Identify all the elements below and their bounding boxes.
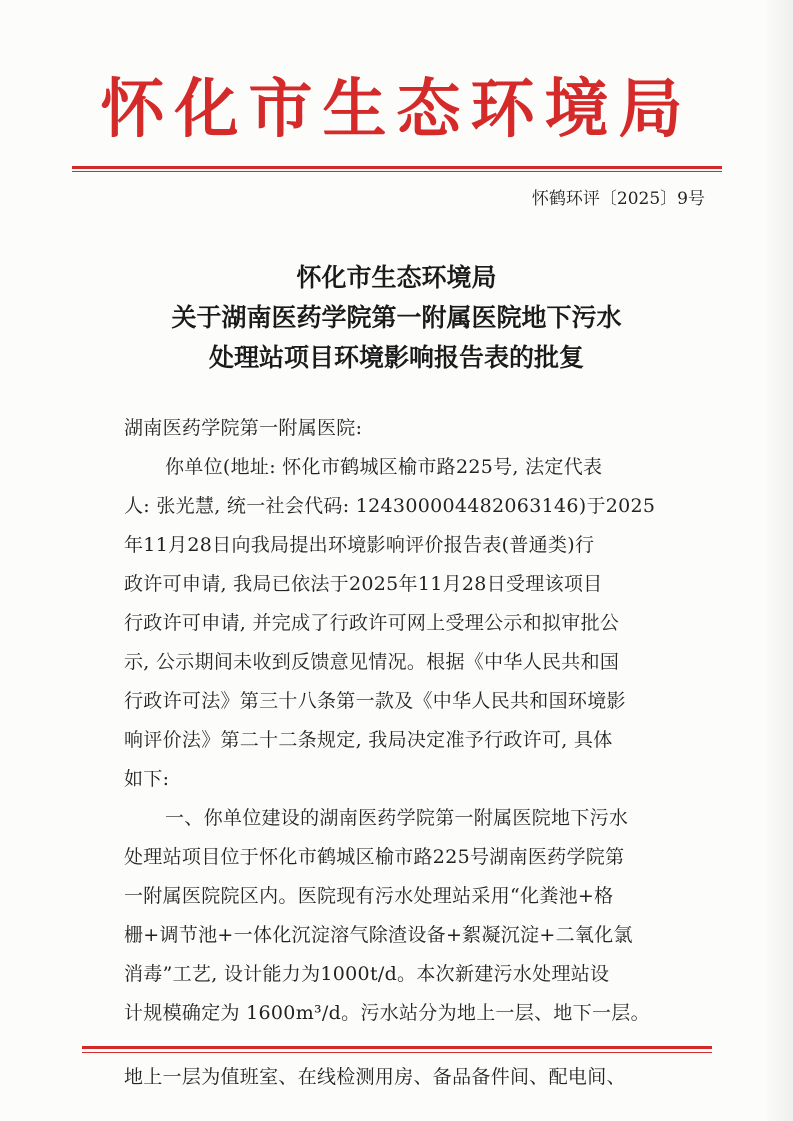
doc-title-line3: 处理站项目环境影响报告表的批复 xyxy=(208,343,584,372)
body-line: 行政许可申请, 并完成了行政许可网上受理公示和拟审批公 xyxy=(124,612,620,634)
body-line: 政许可申请, 我局已依法于2025年11月28日受理该项目 xyxy=(124,573,603,595)
body-line: 地上一层为值班室、在线检测用房、备品备件间、配电间、 xyxy=(124,1066,626,1088)
footer-rule xyxy=(82,1046,712,1049)
body-line: 处理站项目位于怀化市鹤城区榆市路225号湖南医药学院第 xyxy=(124,846,625,868)
body-line: 一附属医院院区内。医院现有污水处理站采用“化粪池+格 xyxy=(124,885,614,907)
body-line: 行政许可法》第三十八条第一款及《中华人民共和国环境影 xyxy=(124,690,626,712)
doc-title-line1: 怀化市生态环境局 xyxy=(296,263,497,292)
body-line: 计规模确定为 1600m³/d。污水站分为地上一层、地下一层。 xyxy=(124,1002,650,1024)
scan-shadow xyxy=(763,0,793,1121)
body-line: 示, 公示期间未收到反馈意见情况。根据《中华人民共和国 xyxy=(124,651,620,673)
body-line: 响评价法》第二十二条规定, 我局决定准予行政许可, 具体 xyxy=(124,729,613,751)
body-line: 如下: xyxy=(124,768,170,790)
salutation: 湖南医药学院第一附属医院: xyxy=(124,417,363,439)
document-number: 怀鹤环评〔2025〕9号 xyxy=(531,189,705,209)
body-line: 消毒”工艺, 设计能力为1000t/d。本次新建污水处理站设 xyxy=(124,963,610,985)
letterhead-rule xyxy=(72,166,722,169)
agency-letterhead: 怀化市生态环境局 xyxy=(100,72,693,147)
body-line: 你单位(地址: 怀化市鹤城区榆市路225号, 法定代表 xyxy=(165,456,603,478)
body-line: 年11月28日向我局提出环境影响评价报告表(普通类)行 xyxy=(124,534,595,556)
footer-rule-thin xyxy=(82,1052,712,1053)
body-line: 人: 张光慧, 统一社会代码: 12430000448206314​6)于2025 xyxy=(124,495,656,517)
letterhead-rule-thin xyxy=(72,171,722,172)
doc-title-line2: 关于湖南医药学院第一附属医院地下污水 xyxy=(171,303,622,332)
body-line: 栅+调节池+一体化沉淀溶气除渣设备+絮凝沉淀+二氧化氯 xyxy=(124,924,633,946)
body-line: 一、你单位建设的湖南医药学院第一附属医院地下污水 xyxy=(165,807,629,829)
